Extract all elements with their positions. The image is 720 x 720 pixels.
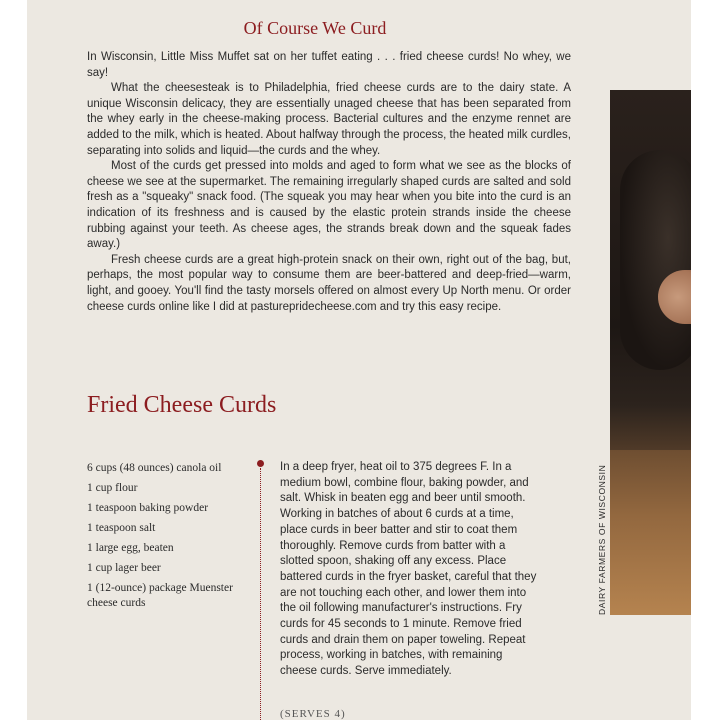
photo-credit: DAIRY FARMERS OF WISCONSIN	[597, 464, 607, 615]
ingredient-item: 1 cup flour	[87, 482, 138, 494]
book-page	[27, 0, 691, 720]
method-text	[280, 460, 542, 680]
ingredient-item: 1 cup lager beer	[87, 562, 161, 574]
photo-shadow	[620, 150, 691, 370]
intro-paragraph-1: In Wisconsin, Little Miss Muffet sat on her tuffet eating . . . fried cheese curds! No whey, we say!	[87, 51, 571, 79]
cheese-curds-photo	[610, 90, 691, 615]
method-paragraph: In a deep fryer, heat oil to 375 degrees F. In a medium bowl, combine flour, baking powder, and salt. Whisk in beaten egg and beer until smooth. Working in batches of about 6 curds at a time, place curds in beer batter and stir to coat them thoroughly. Remove curds from batter with a slotted spoon, shaking off any excess. Place battered curds in the fryer basket, careful that they are not touching each other, and lower them into the oil following manufacturer's instructions. Fry curds for 45 seconds to 1 minute. Remove fried curds and drain them on paper toweling. Repeat process, working in batches, with remaining cheese curds. Serve immediately.	[280, 461, 537, 678]
ingredient-list	[87, 461, 247, 616]
ingredient-item: 1 teaspoon salt	[87, 522, 156, 534]
recipe-title: Fried Cheese Curds	[87, 392, 277, 418]
photo-table	[610, 450, 691, 615]
intro-paragraph-3: Most of the curds get pressed into molds and aged to form what we see as the blocks of cheese we see at the supermarket. The remaining irregularly shaped curds are salted and sold fresh as a "squeaky" snack food. (The squeak you may hear when you bite into the curd is an indication of its freshness and is caused by the elastic protein strands inside the cheese rubbing against your teeth. As cheese ages, the strands break down and the squeak fades away.)	[87, 160, 571, 251]
serves-note: (SERVES 4)	[280, 708, 346, 720]
intro-paragraph-2: What the cheesesteak is to Philadelphia, fried cheese curds are to the dairy state. A unique Wisconsin delicacy, they are essentially unaged cheese that has been separated from the whey early in the cheese-making process. Bacterial cultures and the enzyme rennet are added to the milk, which is heated. About halfway through the process, the heated milk curdles, separating into solids and liquid—the curds and the whey.	[87, 82, 571, 157]
column-divider	[260, 468, 261, 720]
ingredient-item: 1 (12-ounce) package Muenster cheese curds	[87, 582, 233, 609]
intro-paragraph-4: Fresh cheese curds are a great high-protein snack on their own, right out of the bag, but, perhaps, the most popular way to consume them are beer-battered and deep-fried—warm, light, and gooey. You'll find the tasty morsels offered on almost every Up North menu. Or order cheese curds online like I did at pasturepridecheese.com and try this easy recipe.	[87, 253, 571, 313]
sidebar-title: Of Course We Curd	[243, 18, 387, 38]
ingredient-item: 1 teaspoon baking powder	[87, 502, 209, 514]
divider-dot	[257, 460, 264, 467]
ingredient-item: 1 large egg, beaten	[87, 542, 174, 554]
intro-text	[87, 50, 571, 315]
ingredient-item: 6 cups (48 ounces) canola oil	[87, 462, 222, 474]
